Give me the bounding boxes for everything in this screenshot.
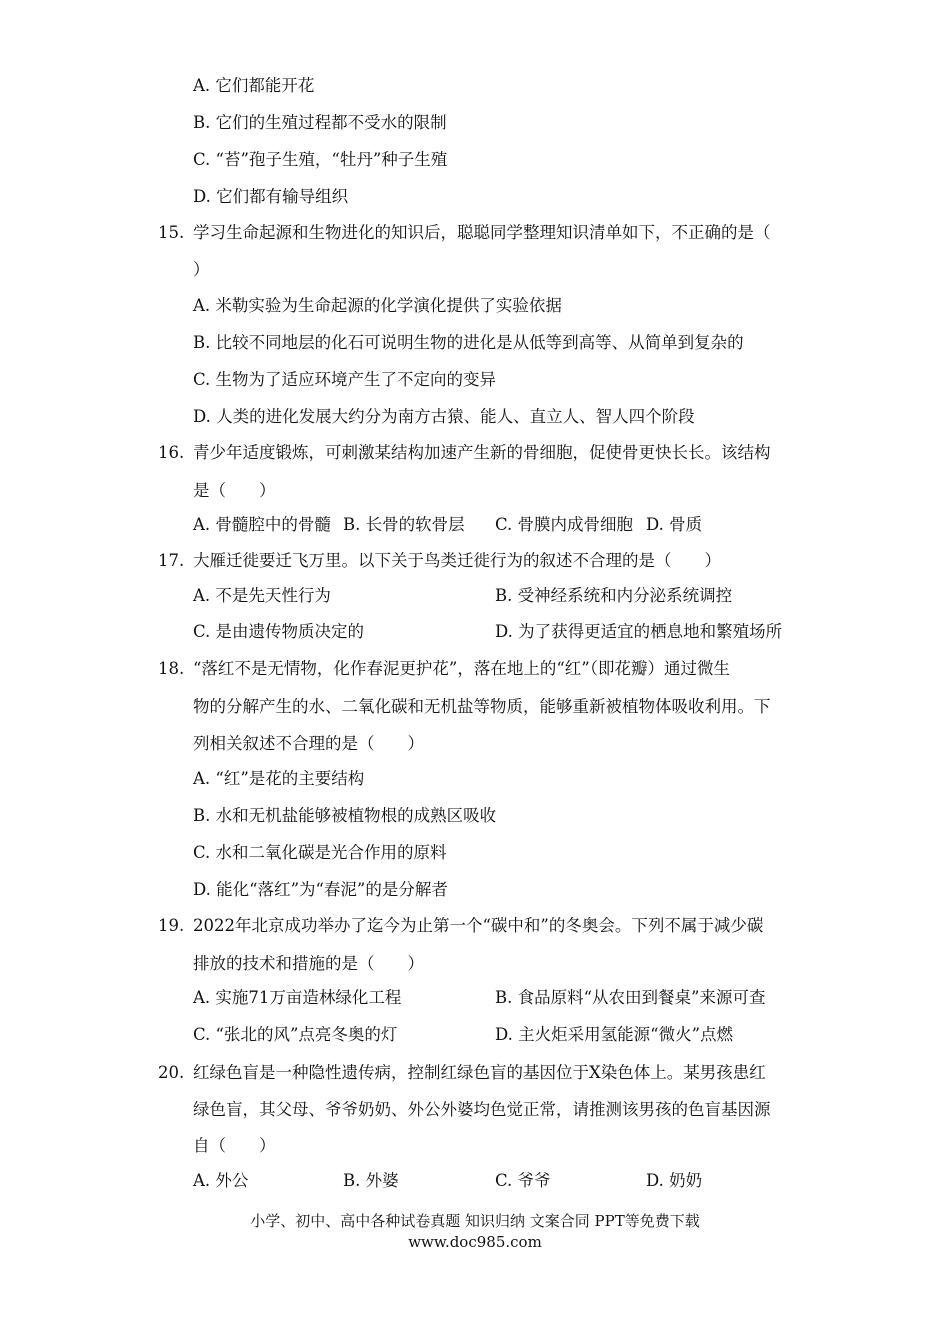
q15-option-d: D. 人类的进化发展大约分为南方古猿、能人、直立人、智人四个阶段 [193,407,695,426]
q15-option-a: A. 米勒实验为生命起源的化学演化提供了实验依据 [193,296,562,315]
q15-option-c: C. 生物为了适应环境产生了不定向的变异 [193,370,497,389]
q19-option-c: C. “张北的风”点亮冬奥的灯 [193,1025,398,1044]
q20-number: 20. [158,1063,185,1082]
q17-option-b: B. 受神经系统和内分泌系统调控 [495,586,733,605]
q19-option-d: D. 主火炬采用氢能源“微火”点燃 [495,1025,734,1044]
q20-option-c: C. 爷爷 [495,1171,551,1190]
q20-stem-line2: 绿色盲，其父母、爷爷奶奶、外公外婆均色觉正常，请推测该男孩的色盲基因源 [193,1100,771,1119]
q20-option-a: A. 外公 [193,1171,249,1190]
q19-stem-line2: 排放的技术和措施的是（ ） [193,954,424,973]
q16-option-a: A. 骨髓腔中的骨髓 [193,515,331,534]
q14-option-c: C. “苔”孢子生殖，“牡丹”种子生殖 [193,150,448,169]
q20-option-b: B. 外婆 [343,1171,399,1190]
q15-number: 15. [158,223,185,242]
q16-option-c: C. 骨膜内成骨细胞 [495,515,634,534]
q17-option-d: D. 为了获得更适宜的栖息地和繁殖场所 [495,622,783,641]
q16-number: 16. [158,443,185,462]
footer-url[interactable]: www.doc985.com [408,1233,542,1251]
q17-option-c: C. 是由遗传物质决定的 [193,622,365,641]
q17-stem-line1: 大雁迁徙要迁飞万里。以下关于鸟类迁徙行为的叙述不合理的是（ ） [193,551,721,570]
q18-number: 18. [158,659,185,678]
q17-option-a: A. 不是先天性行为 [193,586,331,605]
footer-banner: 小学、初中、高中各种试卷真题 知识归纳 文案合同 PPT等免费下载 [250,1212,700,1230]
q16-option-b: B. 长骨的软骨层 [343,515,465,534]
q19-number: 19. [158,916,185,935]
q16-stem-line2: 是（ ） [193,481,276,500]
q19-option-b: B. 食品原料“从农田到餐桌”来源可查 [495,988,766,1007]
q14-option-a: A. 它们都能开花 [193,76,315,95]
q14-option-b: B. 它们的生殖过程都不受水的限制 [193,113,447,132]
q18-option-a: A. “红”是花的主要结构 [193,769,365,788]
q15-stem-line1: 学习生命起源和生物进化的知识后，聪聪同学整理知识清单如下，不正确的是（ [193,223,771,242]
q20-option-d: D. 奶奶 [646,1171,703,1190]
q15-option-b: B. 比较不同地层的化石可说明生物的进化是从低等到高等、从简单到复杂的 [193,333,744,352]
q20-stem-line1: 红绿色盲是一种隐性遗传病，控制红绿色盲的基因位于X染色体上。某男孩患红 [193,1063,766,1082]
q16-option-d: D. 骨质 [646,515,703,534]
q14-option-d: D. 它们都有输导组织 [193,187,349,206]
q18-stem-line1: “落红不是无情物，化作春泥更护花”，落在地上的“红”（即花瓣）通过微生 [193,659,730,678]
q17-number: 17. [158,551,185,570]
q16-stem-line1: 青少年适度锻炼，可刺激某结构加速产生新的骨细胞，促使骨更快长长。该结构 [193,443,771,462]
q18-stem-line2: 物的分解产生的水、二氧化碳和无机盐等物质，能够重新被植物体吸收利用。下 [193,697,771,716]
q18-option-c: C. 水和二氧化碳是光合作用的原料 [193,843,447,862]
q18-option-d: D. 能化“落红”为“春泥”的是分解者 [193,880,448,899]
q19-option-a: A. 实施71万亩造林绿化工程 [193,988,402,1007]
q19-stem-line1: 2022年北京成功举办了迄今为止第一个“碳中和”的冬奥会。下列不属于减少碳 [193,916,764,935]
q20-stem-line3: 自（ ） [193,1136,276,1155]
q18-stem-line3: 列相关叙述不合理的是（ ） [193,734,424,753]
q15-stem-line2: ） [193,260,210,279]
q18-option-b: B. 水和无机盐能够被植物根的成熟区吸收 [193,806,497,825]
